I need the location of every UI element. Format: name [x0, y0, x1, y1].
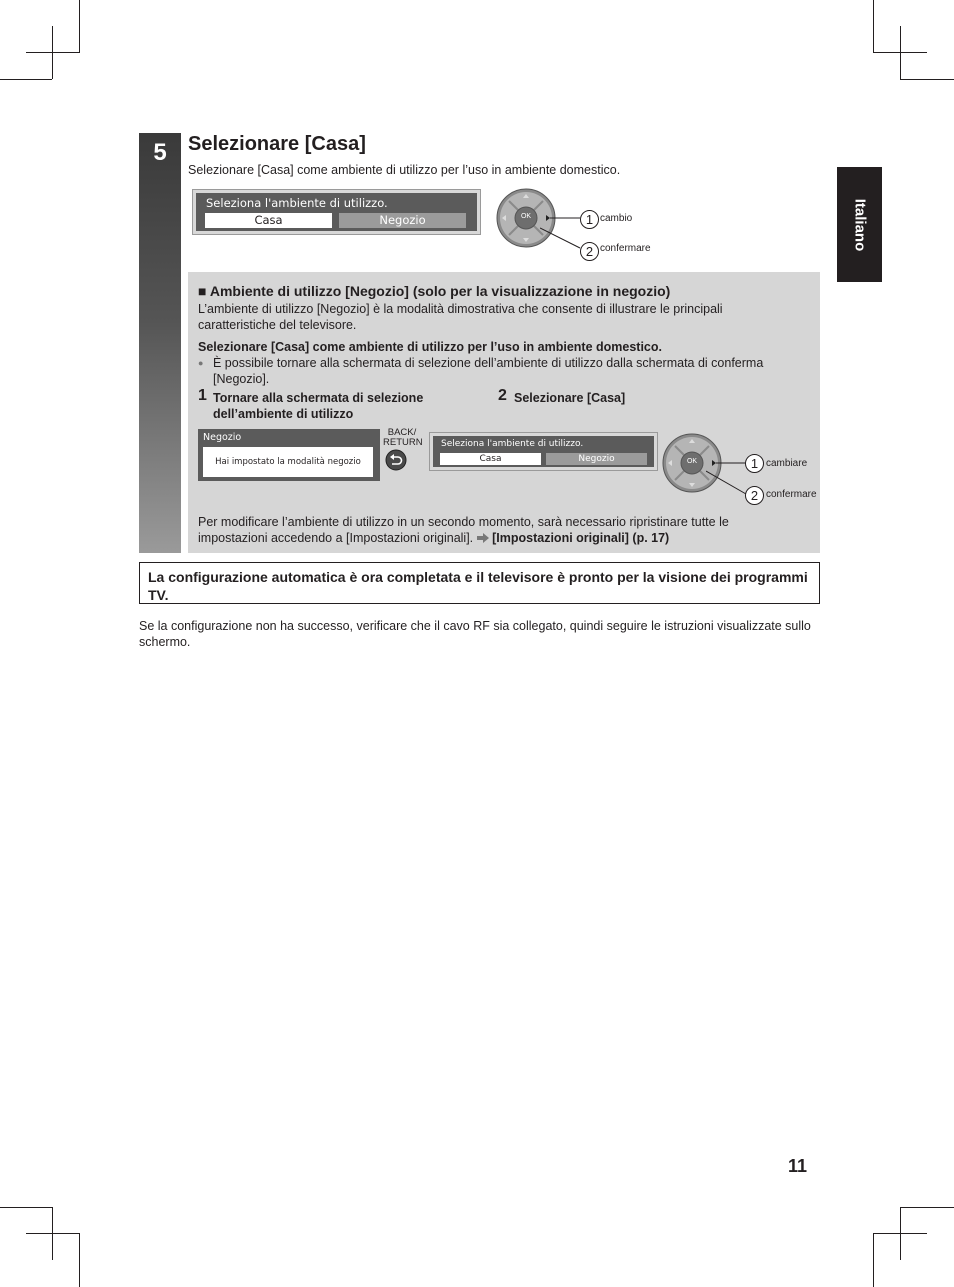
callout-1: 1	[580, 210, 599, 229]
back-label-line2: RETURN	[383, 437, 423, 448]
panel-bullet: È possibile tornare alla schermata di selezione dell’ambiente di utilizzo dalla schermata di conferma [Negozio].	[213, 356, 764, 386]
step2-number: 2	[498, 387, 507, 404]
language-tab	[837, 167, 882, 282]
panel-description: L’ambiente di utilizzo [Negozio] è la modalità dimostrativa che consente di illustrare le principali caratteristiche del televisore.	[198, 302, 723, 332]
step-intro: Selezionare [Casa] come ambiente di utilizzo per l’uso in ambiente domestico.	[188, 163, 621, 177]
completion-text: La configurazione automatica è ora completata e il televisore è pronto per la visione dei programmi TV.	[148, 569, 808, 603]
step1-number: 1	[198, 387, 207, 404]
negozio-box-title: Negozio	[203, 432, 242, 443]
bullet-icon: ●	[198, 358, 204, 368]
panel-callout-1: 1	[745, 454, 764, 473]
menu-title: Seleziona l'ambiente di utilizzo.	[206, 196, 388, 210]
note-link[interactable]: [Impostazioni originali] (p. 17)	[492, 531, 670, 545]
negozio-info-panel	[188, 272, 820, 553]
heading-marker: ■	[198, 283, 207, 299]
panel-subheading: Selezionare [Casa] come ambiente di utilizzo per l’uso in ambiente domestico.	[198, 340, 662, 354]
step-number: 5	[153, 139, 167, 166]
panel-option-casa[interactable]: Casa	[440, 453, 541, 465]
panel-environment-menu	[430, 433, 657, 470]
troubleshoot-text: Se la configurazione non ha successo, verificare che il cavo RF sia collegato, quindi seguire le istruzioni visualizzate sullo schermo.	[139, 619, 811, 649]
step1-text: Tornare alla schermata di selezione dell’ambiente di utilizzo	[213, 391, 424, 421]
back-label-line1: BACK/	[387, 427, 417, 438]
step-sidebar	[139, 133, 181, 553]
environment-menu	[193, 190, 480, 234]
panel-callout-1-label: cambiare	[766, 458, 808, 469]
panel-callout-2: 2	[745, 486, 764, 505]
language-tab-label: Italiano	[851, 198, 868, 251]
back-return-icon[interactable]	[385, 449, 407, 471]
heading-text: Ambiente di utilizzo [Negozio] (solo per la visualizzazione in negozio)	[209, 283, 671, 299]
step2-text: Selezionare [Casa]	[514, 391, 626, 405]
panel-callout-2-label: confermare	[766, 489, 817, 500]
panel-option-negozio[interactable]: Negozio	[546, 453, 647, 465]
back-return-label	[383, 428, 421, 448]
callout-2: 2	[580, 242, 599, 261]
panel-ok-label[interactable]: OK	[686, 458, 698, 465]
panel-note	[198, 514, 798, 546]
callout-2-label: confermare	[600, 243, 651, 254]
panel-menu-title: Seleziona l'ambiente di utilizzo.	[441, 439, 584, 449]
page-number: 11	[788, 1156, 808, 1176]
option-casa[interactable]: Casa	[205, 213, 332, 228]
completion-box	[139, 562, 820, 604]
arrow-right-icon	[477, 533, 489, 543]
negozio-box-message: Hai impostato la modalità negozio	[203, 447, 373, 477]
ok-label[interactable]: OK	[520, 213, 532, 220]
panel-heading	[198, 283, 670, 299]
negozio-confirm-box	[198, 429, 380, 481]
page-title: Selezionare [Casa]	[188, 133, 366, 155]
note-text: Per modificare l’ambiente di utilizzo in un secondo momento, sarà necessario ripristinare tutte le impostazioni accedendo a [Impostazioni originali].	[198, 515, 729, 545]
option-negozio[interactable]: Negozio	[339, 213, 466, 228]
callout-1-label: cambio	[600, 213, 633, 224]
